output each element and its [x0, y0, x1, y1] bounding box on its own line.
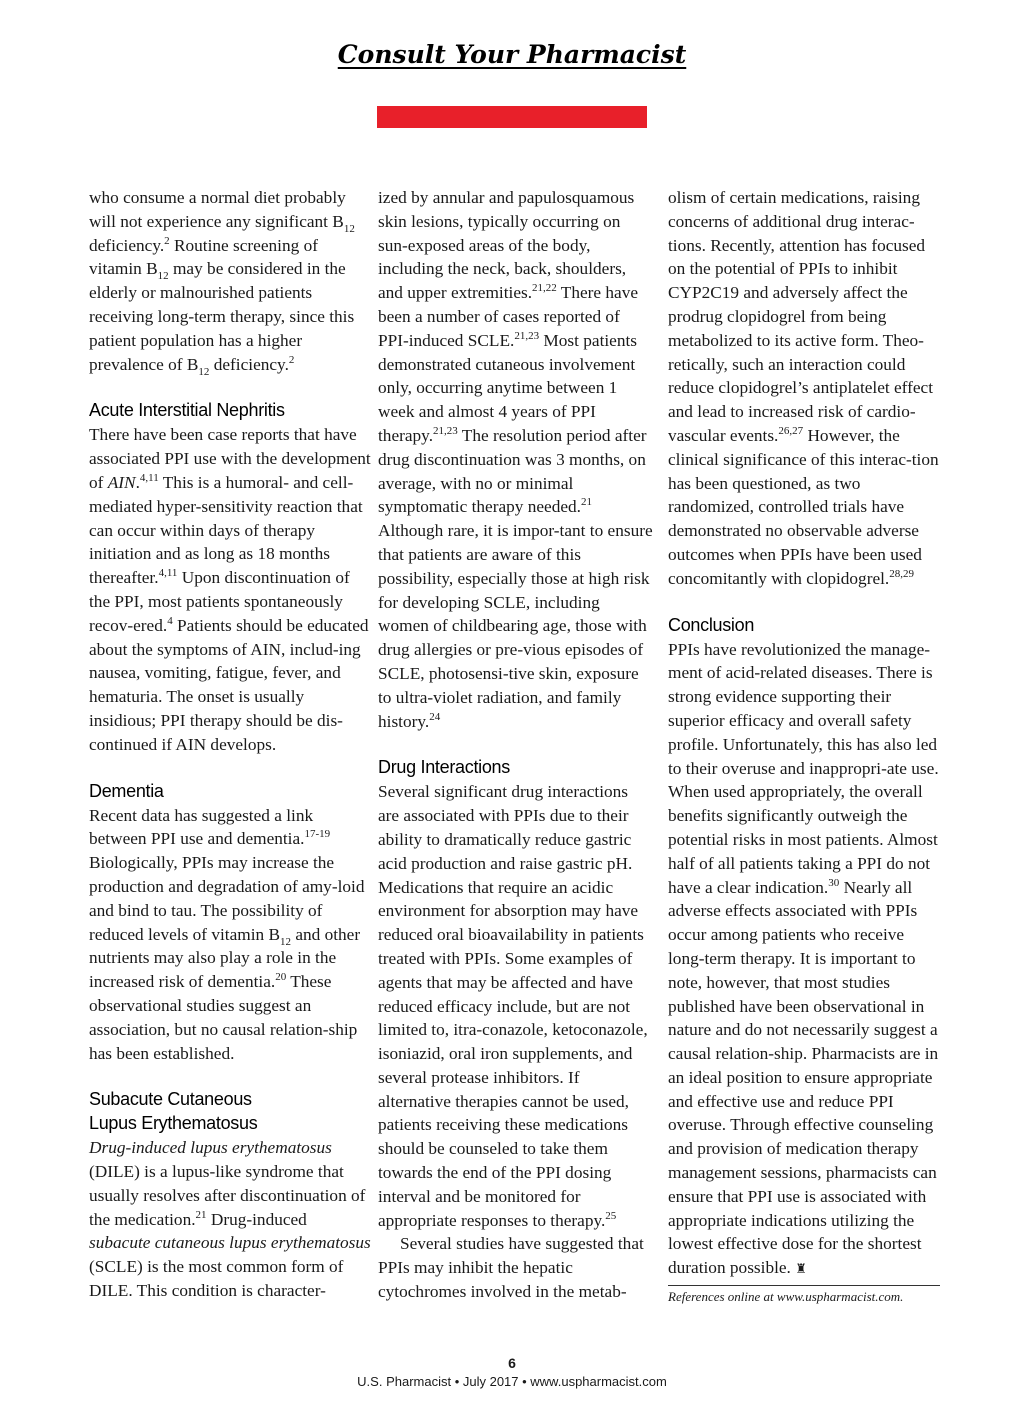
reference-marker: 30	[828, 876, 840, 889]
reference-marker: 21,22	[532, 282, 557, 295]
page-header	[0, 40, 1024, 69]
paragraph-ain: There have been case reports that have associated PPI use with the development of AIN.$^{4,11}$ This is a humoral- and cell-mediated hyper-sensitivity reaction that can occur within days of therapy initiation and as long as 18 months thereafter.$^{4,11}$ Upon discontinuation of the PPI, most patients spontaneously recov-ered.$^4$ Patients should be educated about the symptoms of AIN, includ-ing nausea, vomiting, fatigue, fever, and hematuria. The onset is usually insidious; PPI therapy should be dis-continued if AIN develops.	[89, 425, 371, 754]
paragraph-clopidogrel: olism of certain medications, raising concerns of additional drug interac-tions. Recently, attention has focused on the potential of PPIs to inhibit CYP2C19 and adversely affect the prodrug clopidogrel from being metabolized to its active form. Theo-retically, such an interaction could reduce clopidogrel’s antiplatelet effect and lead to increased risk of cardio-vascular events.$^{26,27}$ However, the clinical significance of this interac-tion has been questioned, as two randomized, controlled trials have demonstrated no observable adverse outcomes when PPIs have been used concomitantly with clopidogrel.$^{28,29}$	[668, 188, 939, 588]
heading-acute-interstitial-nephritis: Acute Interstitial Nephritis	[89, 400, 285, 421]
reference-marker: 21,23	[514, 329, 540, 342]
paragraph-drug-interactions: Several significant drug interactions are associated with PPIs due to their ability to dramatically reduce gastric acid production and raise gastric pH. Medications that require an acidic environment for absorption may have reduced oral bioavailability in patients treated with PPIs. Some examples of agents that may be affected and have reduced efficacy include, but are not limited to, itra-conazole, ketoconazole, isoniazid, oral iron supplements, and several protease inhibitors. If alternative therapies cannot be used, patients receiving these medications should be counseled to take them towards the end of the PPI dosing interval and be monitored for appropriate responses to therapy.$^{25}$	[378, 782, 648, 1230]
column-3	[668, 186, 940, 1306]
heading-dementia: Dementia	[89, 780, 164, 801]
reference-marker: 21	[581, 496, 592, 509]
paragraph-dementia: Recent data has suggested a link between PPI use and dementia.$^{17-19}$ Biologically, PPIs may increase the production and degradation of amy-loid and bind to tau. The possibility of reduced levels of vitamin $B_{12}$ and other nutrients may also play a role in the increased risk of dementia.$^{20}$ These observational studies suggest an association, but no causal relation-ship has been established.	[89, 805, 365, 1063]
reference-marker: 2	[288, 353, 295, 366]
paragraph-b12: who consume a normal diet probably will not experience any significant $B_{12}$ deficiency.$^2$ Routine screening of vitamin $B_{12}$ may be considered in the elderly or malnourished patients receiving long-term therapy, since this patient population has a higher prevalence of $B_{12}$ deficiency.$^2$	[89, 188, 355, 378]
column-1	[89, 186, 371, 1303]
reference-marker: 28,29	[889, 567, 914, 580]
reference-marker: 4	[167, 614, 173, 627]
reference-marker: 25	[605, 1209, 617, 1222]
paragraph-cytochromes: Several studies have suggested that PPIs may inhibit the hepatic cytochromes involved in the metab-	[378, 1234, 644, 1302]
column-2	[378, 186, 653, 1304]
page-number: 6	[508, 1355, 516, 1371]
reference-marker: 20	[275, 971, 287, 984]
end-of-article-icon: ♜	[795, 1261, 807, 1277]
reference-marker: 24	[429, 710, 441, 723]
page-footer	[0, 1354, 1024, 1391]
reference-marker: 4,11	[158, 567, 178, 580]
reference-marker: 21,23	[433, 424, 458, 437]
paragraph-scle: Drug-induced lupus erythematosus (DILE) is a lupus-like syndrome that usually resolves after discontinuation of the medication.$^{21}$ Drug-induced subacute cutaneous lupus erythematosus (SCLE) is the most common form of DILE. This condition is character-	[89, 1138, 371, 1301]
reference-marker: 26,27	[778, 424, 804, 437]
heading-drug-interactions: Drug Interactions	[378, 757, 510, 778]
paragraph-scle-continued: ized by annular and papulosquamous skin lesions, typically occurring on sun-exposed areas of the body, including the neck, back, shoulders, and upper extremities.$^{21,22}$ There have been a number of cases reported of PPI-induced SCLE.$^{21,23}$ Most patients demonstrated cutaneous involvement only, occurring anytime between 1 week and almost 4 years of PPI therapy.$^{21,23}$ The resolution period after drug discontinuation was 3 months, on average, with no or minimal symptomatic therapy needed.$^{21}$ Although rare, it is impor-tant to ensure that patients are aware of this possibility, especially those at high risk for developing SCLE, including women of childbearing age, those with drug allergies or pre-vious episodes of SCLE, photosensi-tive skin, exposure to ultra-violet radiation, and family history.$^{24}$	[378, 188, 653, 731]
reference-marker: 2	[164, 234, 170, 247]
reference-marker: 17-19	[304, 828, 331, 841]
section-title: Consult Your Pharmacist	[337, 40, 687, 69]
reference-marker: 4,11	[139, 471, 159, 484]
heading-scle: Subacute Cutaneous Lupus Erythematosus	[89, 1089, 258, 1134]
references-note: References online at www.uspharmacist.com.	[668, 1285, 940, 1306]
heading-conclusion: Conclusion	[668, 614, 755, 635]
footer-publication-line: U.S. Pharmacist • July 2017 • www.uspharmacist.com	[357, 1374, 667, 1389]
reference-marker: 21	[195, 1208, 207, 1221]
header-accent-bar	[377, 106, 647, 128]
paragraph-conclusion: PPIs have revolutionized the manage-ment of acid-related diseases. There is strong evidence supporting their superior efficacy and overall safety profile. Unfortunately, this has also led to their overuse and inappropri-ate use. When used appropriately, the overall benefits significantly outweigh the potential risks in most patients. Almost half of all patients taking a PPI do not have a clear indication.$^{30}$ Nearly all adverse effects associated with PPIs occur among patients who receive long-term therapy. It is important to note, however, that most studies published have been observational in nature and do not necessarily suggest a causal relation-ship. Pharmacists are in an ideal position to ensure appropriate and effective use and reduce PPI overuse. Through effective counseling and provision of medication therapy management sessions, pharmacists can ensure that PPI use is associated with appropriate indications utilizing the lowest effective dose for the shortest duration possible. ♜	[668, 638, 940, 1282]
